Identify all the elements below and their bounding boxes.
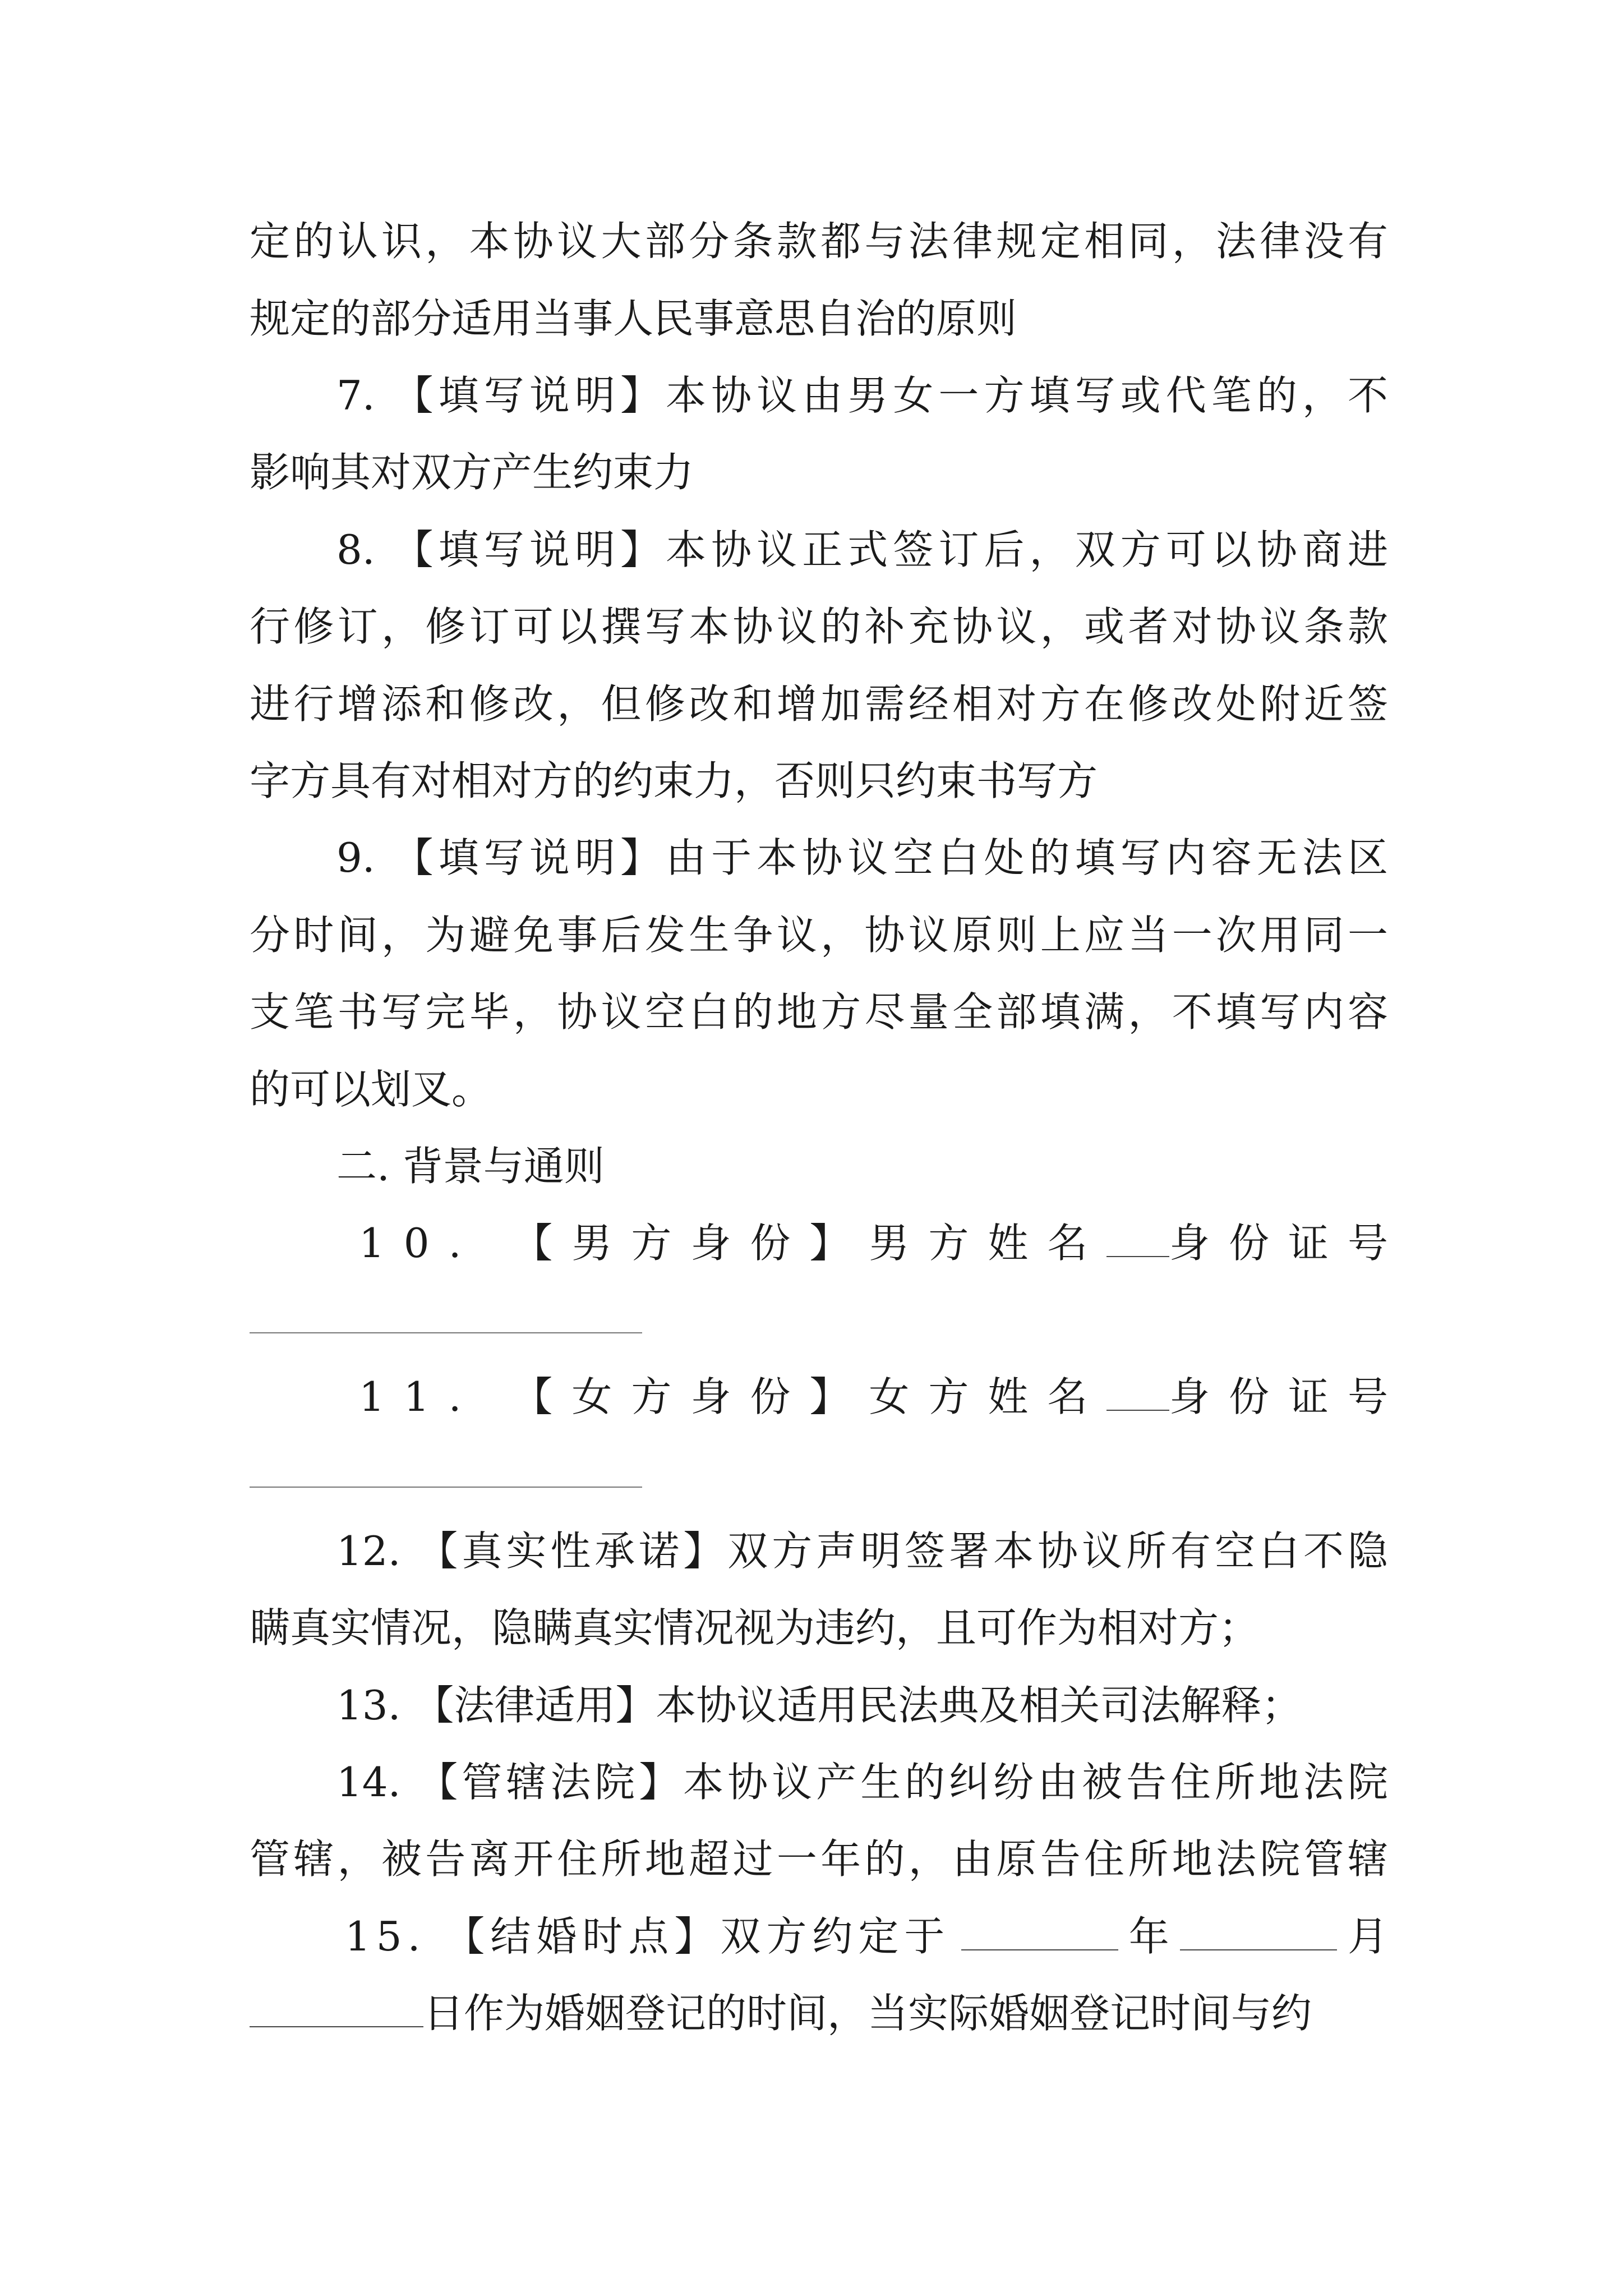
text-line: 定的认识，本协议大部分条款都与法律规定相同，法律没有 — [250, 218, 1388, 265]
text-line: 分时间，为避免事后发生争议，协议原则上应当一次用同一 — [250, 912, 1388, 959]
text-line: 字方具有对相对方的约束力，否则只约束书写方 — [250, 757, 1098, 804]
text-line: 瞒真实情况，隐瞒真实情况视为违约，且可作为相对方； — [250, 1604, 1260, 1651]
text-line: 管辖，被告离开住所地超过一年的，由原告住所地法院管辖 — [250, 1835, 1388, 1883]
male-name-blank — [1106, 1220, 1169, 1257]
section-heading: 二. 背景与通则 — [336, 1143, 605, 1190]
male-id-blank — [250, 1332, 642, 1333]
male-id-label: 身份证号 — [1169, 1220, 1407, 1267]
clause-9-line: 9. 【填写说明】由于本协议空白处的填写内容无法区 — [336, 834, 1388, 881]
year-blank — [961, 1913, 1118, 1950]
text-line: 规定的部分适用当事人民事意思自治的原则 — [250, 295, 1017, 342]
female-id-blank — [250, 1487, 642, 1488]
male-name-label: 10. 【男方身份】男方姓名 — [359, 1220, 1107, 1267]
clause-8-line: 8. 【填写说明】本协议正式签订后，双方可以协商进 — [336, 526, 1388, 573]
month-label: 月 — [1347, 1913, 1388, 1960]
day-blank — [250, 1990, 423, 2027]
clause-12-line: 12. 【真实性承诺】双方声明签署本协议所有空白不隐 — [336, 1527, 1388, 1575]
clause-7-line: 7. 【填写说明】本协议由男女一方填写或代笔的，不 — [336, 372, 1388, 419]
text-line: 进行增添和修改，但修改和增加需经相对方在修改处附近签 — [250, 680, 1388, 728]
clause-10-line — [359, 1215, 1407, 1271]
female-name-label: 11. 【女方身份】女方姓名 — [359, 1373, 1107, 1420]
female-id-label: 身份证号 — [1169, 1373, 1407, 1420]
clause-14-line: 14. 【管辖法院】本协议产生的纠纷由被告住所地法院 — [336, 1759, 1388, 1806]
year-label: 年 — [1128, 1913, 1169, 1960]
text-line: 的可以划叉。 — [250, 1066, 492, 1113]
clause-13-line: 13. 【法律适用】本协议适用民法典及相关司法解释； — [336, 1682, 1302, 1729]
text-line: 影响其对双方产生约束力 — [250, 449, 694, 496]
female-name-blank — [1106, 1374, 1169, 1411]
month-blank — [1180, 1913, 1337, 1950]
day-text: 日作为婚姻登记的时间，当实际婚姻登记时间与约 — [423, 1990, 1312, 2037]
clause-11-line — [359, 1369, 1407, 1425]
text-line: 支笔书写完毕，协议空白的地方尽量全部填满，不填写内容 — [250, 988, 1388, 1036]
text-line: 行修订，修订可以撰写本协议的补充协议，或者对协议条款 — [250, 603, 1388, 650]
marriage-date-label: 15. 【结婚时点】双方约定于 — [345, 1913, 951, 1960]
clause-15-continuation — [250, 1985, 1312, 2041]
clause-15-line — [345, 1908, 1388, 1964]
